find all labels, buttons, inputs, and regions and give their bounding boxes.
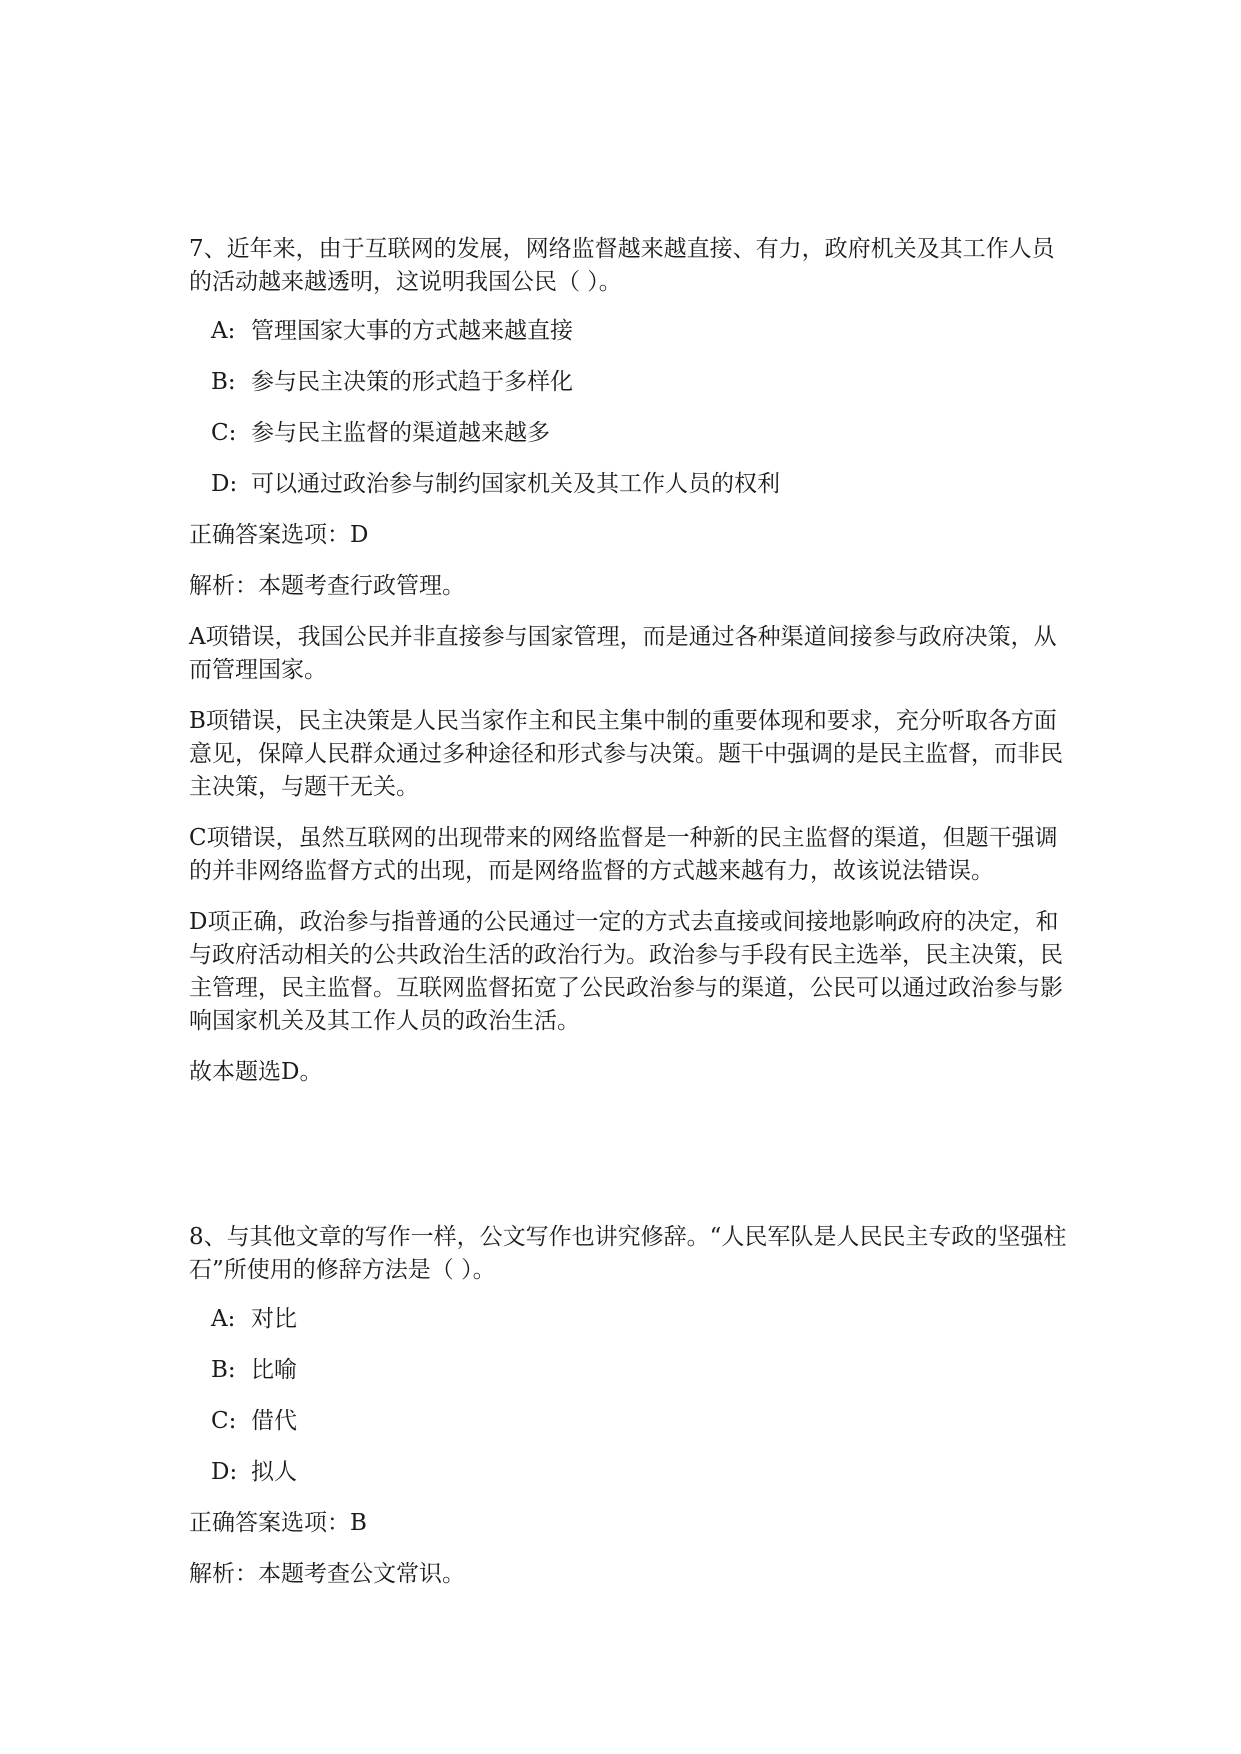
question-8 <box>189 1221 1069 1609</box>
option-c <box>211 417 1069 450</box>
option-text: 参与民主决策的形式趋于多样化 <box>251 369 573 395</box>
option-key: D: <box>211 471 238 497</box>
option-key: C: <box>211 1408 237 1434</box>
option-key: A: <box>211 1306 236 1332</box>
analysis-option-c: C项错误，虽然互联网的出现带来的网络监督是一种新的民主监督的渠道，但题干强调的并非网络监督方式的出现，而是网络监督的方式越来越有力，故该说法错误。 <box>189 825 1058 884</box>
question-stem: 7、近年来，由于互联网的发展，网络监督越来越直接、有力，政府机关及其工作人员的活动越来越透明，这说明我国公民（ ）。 <box>189 236 1055 295</box>
question-stem: 8、与其他文章的写作一样，公文写作也讲究修辞。“人民军队是人民民主专政的坚强柱石”所使用的修辞方法是（ ）。 <box>189 1224 1067 1283</box>
option-b <box>211 1354 1069 1387</box>
option-text: 比喻 <box>251 1357 297 1383</box>
analysis-intro: 解析：本题考查行政管理。 <box>189 573 465 599</box>
option-text: 对比 <box>251 1306 297 1332</box>
option-text: 可以通过政治参与制约国家机关及其工作人员的权利 <box>251 471 780 497</box>
option-text: 借代 <box>251 1408 297 1434</box>
correct-answer: 正确答案选项：B <box>189 1510 367 1536</box>
analysis-conclusion: 故本题选D。 <box>189 1059 323 1085</box>
option-text: 拟人 <box>251 1459 297 1485</box>
option-key: A: <box>211 318 236 344</box>
option-d <box>211 468 1069 501</box>
option-key: B: <box>211 1357 236 1383</box>
analysis-option-d: D项正确，政治参与指普通的公民通过一定的方式去直接或间接地影响政府的决定，和与政府活动相关的公共政治生活的政治行为。政治参与手段有民主选举，民主决策，民主管理，民主监督。互联网监督拓宽了公民政治参与的渠道，公民可以通过政治参与影响国家机关及其工作人员的政治生活。 <box>189 909 1063 1034</box>
option-b <box>211 366 1069 399</box>
correct-answer: 正确答案选项：D <box>189 522 369 548</box>
option-a <box>211 315 1069 348</box>
option-key: D: <box>211 1459 238 1485</box>
option-c <box>211 1405 1069 1438</box>
option-key: B: <box>211 369 236 395</box>
analysis-option-b: B项错误，民主决策是人民当家作主和民主集中制的重要体现和要求，充分听取各方面意见，保障人民群众通过多种途径和形式参与决策。题干中强调的是民主监督，而非民主决策，与题干无关。 <box>189 708 1063 800</box>
option-a <box>211 1303 1069 1336</box>
option-text: 管理国家大事的方式越来越直接 <box>251 318 573 344</box>
option-d <box>211 1456 1069 1489</box>
analysis-intro: 解析：本题考查公文常识。 <box>189 1561 465 1587</box>
question-7 <box>189 233 1069 1107</box>
analysis-option-a: A项错误，我国公民并非直接参与国家管理，而是通过各种渠道间接参与政府决策，从而管理国家。 <box>189 624 1057 683</box>
option-key: C: <box>211 420 237 446</box>
option-text: 参与民主监督的渠道越来越多 <box>251 420 550 446</box>
